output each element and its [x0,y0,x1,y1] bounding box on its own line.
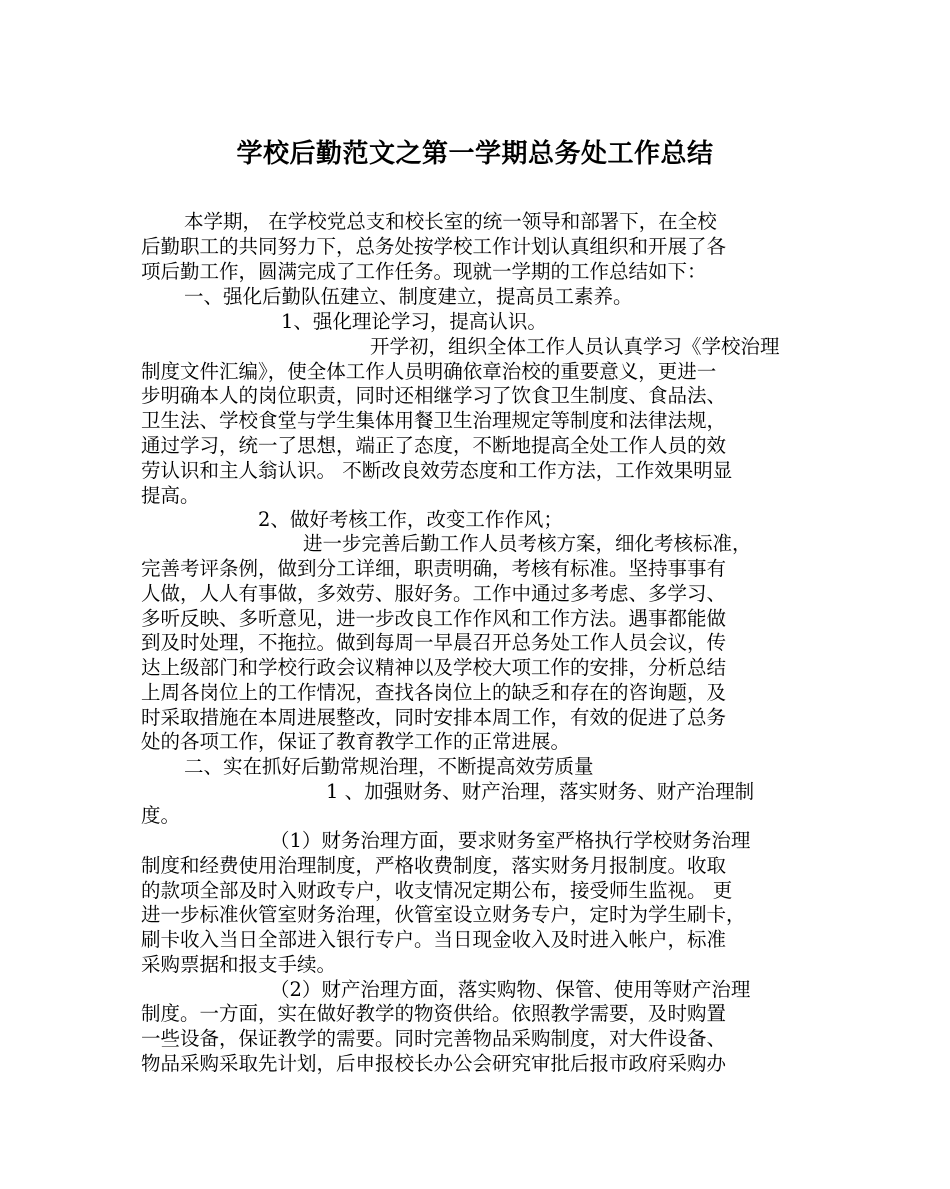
paragraph-line: 提高。 [141,484,200,507]
paragraph-line: 上周各岗位上的工作情况，查找各岗位上的缺乏和存在的咨询题，及 [141,681,727,704]
paragraph-line: 采购票据和报支手续。 [141,953,337,976]
paragraph-line: 进一步完善后勤工作人员考核方案，细化考核标准， [303,532,752,555]
subsection-heading: 1 、加强财务、财产治理，落实财务、财产治理制 [326,780,755,803]
section-heading: 一、强化后勤队伍建立、制度建立，提高员工素养。 [184,285,633,308]
paragraph-line: （1）财务治理方面，要求财务室严格执行学校财务治理 [270,829,751,852]
paragraph-line: 本学期， 在学校党总支和校长室的统一领导和部署下，在全校 [184,210,717,233]
paragraph-line: 完善考评条例，做到分工详细，职责明确，考核有标准。坚持事事有 [141,557,727,580]
paragraph-line: 时采取措施在本周进展整改，同时安排本周工作，有效的促进了总务 [141,706,727,729]
paragraph-line: 开学初，组织全体工作人员认真学习《学校治理 [370,335,780,358]
paragraph-line: 物品采购采取先计划，后申报校长办公会研究审批后报市政府采购办 [141,1052,727,1075]
paragraph-line: 卫生法、学校食堂与学生集体用餐卫生治理规定等制度和法律法规， [141,409,727,432]
paragraph-line: 处的各项工作，保证了教育教学工作的正常进展。 [141,730,571,753]
paragraph-line: 进一步标准伙管室财务治理，伙管室设立财务专户，定时为学生刷卡， [141,903,746,926]
paragraph-line: 多听反映、多听意见，进一步改良工作作风和工作方法。遇事都能做 [141,607,727,630]
paragraph-line: 的款项全部及时入财政专户，收支情况定期公布，接受师生监视。 更 [141,879,733,902]
paragraph-line: 项后勤工作，圆满完成了工作任务。现就一学期的工作总结如下： [141,260,707,283]
paragraph-line: 制度文件汇编》，使全体工作人员明确依章治校的重要意义，更进一 [141,360,717,383]
paragraph-line: 制度和经费使用治理制度，严格收费制度，落实财务月报制度。收取 [141,854,727,877]
paragraph-line: 刷卡收入当日全部进入银行专户。当日现金收入及时进入帐户，标准 [141,928,727,951]
paragraph-line: 步明确本人的岗位职责，同时还相继学习了饮食卫生制度、食品法、 [141,384,727,407]
paragraph-line: 一些设备，保证教学的需要。同时完善物品采购制度，对大件设备、 [141,1027,727,1050]
paragraph-line: 后勤职工的共同努力下，总务处按学校工作计划认真组织和开展了各 [141,235,727,258]
paragraph-line: 通过学习，统一了思想，端正了态度，不断地提高全处工作人员的效 [141,434,727,457]
paragraph-line: （2）财产治理方面，落实购物、保管、使用等财产治理 [270,978,751,1001]
paragraph-line: 劳认识和主人翁认识。 不断改良效劳态度和工作方法，工作效果明显 [141,459,733,482]
paragraph-line: 达上级部门和学校行政会议精神以及学校大项工作的安排，分析总结 [141,656,727,679]
paragraph-line: 制度。一方面，实在做好教学的物资供给。依照教学需要，及时购置 [141,1002,727,1025]
subsection-heading: 1、强化理论学习，提高认识。 [281,310,547,333]
document-title: 学校后勤范文之第一学期总务处工作总结 [236,139,714,169]
paragraph-line: 到及时处理，不拖拉。做到每周一早晨召开总务处工作人员会议，传 [141,631,727,654]
section-heading: 二、实在抓好后勤常规治理，不断提高效劳质量 [184,755,594,778]
paragraph-line: 度。 [141,804,181,827]
subsection-heading: 2、做好考核工作，改变工作作风； [258,508,563,531]
paragraph-line: 人做，人人有事做，多效劳、服好务。工作中通过多考虑、多学习、 [141,582,727,605]
